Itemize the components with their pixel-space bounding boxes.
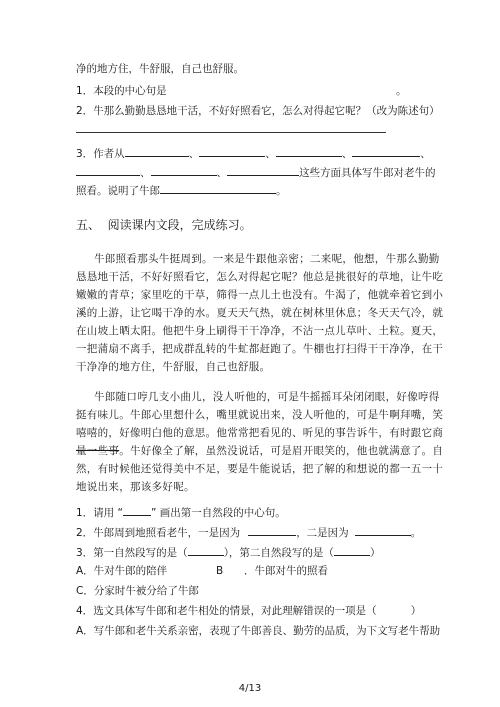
question-number: 1． — [76, 507, 94, 519]
question-text: 牛郎周到地照看老牛，一是因为 — [93, 527, 241, 539]
blank[interactable] — [352, 145, 420, 157]
separator: 、 — [341, 148, 353, 160]
blank[interactable] — [276, 145, 342, 157]
blank[interactable] — [227, 164, 299, 176]
passage-1-line: 牛郎照看那头牛挺周到。一来是牛跟他亲密；二来呢，他想，牛那么勤勤 — [94, 253, 440, 265]
separator: 、 — [188, 148, 200, 160]
option-b-letter[interactable]: B — [216, 565, 224, 577]
passage-2-line: 地说出来，那该多好呢。 — [76, 481, 195, 493]
question-1 — [76, 84, 167, 98]
blank[interactable] — [248, 524, 296, 536]
section-number: 五、 — [76, 218, 101, 232]
section-heading — [76, 218, 252, 232]
question-text: 选文具体写牛郎和老牛相处的情景，对此理解错误的一项是（ — [93, 605, 377, 617]
question-text: ），第二自然段写的是（ — [223, 547, 334, 559]
question-text: ） — [410, 605, 422, 617]
question-text: ” 画出第一自然段的中心句。 — [150, 507, 286, 519]
passage-2-line: 然，有时候他还觉得美中不足，要是牛能说话，把了解的和想说的都一五一十 — [76, 463, 444, 475]
question-2 — [76, 104, 440, 118]
period: 。 — [276, 185, 287, 197]
passage-2-line — [76, 444, 443, 458]
blank[interactable] — [160, 182, 276, 194]
question-tail: 这些方面具体写牛郎对老牛的 — [299, 167, 436, 179]
question-1-end: 。 — [396, 85, 407, 97]
question-text: 请用 “ — [93, 507, 123, 519]
question-3-line2 — [76, 182, 287, 198]
blank[interactable] — [151, 164, 217, 176]
exercise-4-option-a[interactable]: A．写牛郎和老牛关系亲密，表现了牛郎善良、勤劳的品质，为下文写老牛帮助 — [76, 625, 441, 637]
question-3 — [76, 145, 431, 161]
question-text: ，二是因为 — [296, 527, 349, 539]
passage-2-line: 牛郎随口哼几支小曲儿，没人听他的，可是牛摇摇耳朵闭闭眼，好像哼得 — [94, 391, 440, 403]
passage-1-line: 一把蒲扇不离手，把成群乱转的牛虻都赶跑了。牛棚也打扫得干干净净，在干 — [76, 343, 444, 355]
question-3-cont — [76, 164, 436, 180]
passage-1-line: 溪的上游，让它喝干净的水。夏天天气热，就在树林里休息；冬天天气冷，就 — [76, 307, 444, 319]
passage-2-line: 挺有味儿。牛郎心里想什么，嘴里就说出来，没人听他的，可是牛啊拜嘴，笑 — [76, 409, 444, 421]
exercise-3 — [76, 544, 380, 560]
blank[interactable] — [199, 145, 265, 157]
exercise-1 — [76, 504, 286, 520]
passage-1-line: 在山坡上晒太阳。他把牛身上刷得干干净净，不沾一点儿草叶、土粒。夏天， — [76, 325, 444, 337]
question-number: 2． — [76, 527, 94, 539]
separator: 、 — [140, 167, 151, 179]
separator: 、 — [216, 167, 227, 179]
blank[interactable] — [76, 164, 140, 176]
question-number: 3． — [76, 547, 94, 559]
option-b[interactable]: ．牛郎对牛的照看 — [244, 565, 328, 577]
blank[interactable] — [125, 145, 189, 157]
passage-text: 。牛好像全了解，虽然没说话，可是眉开眼笑的，他也就满意了。自 — [119, 445, 444, 457]
option-a[interactable]: A．牛对牛郎的陪伴 — [76, 565, 168, 577]
struck-text: 量一些事 — [76, 445, 120, 457]
question-text: 牛那么勤勤恳恳地干活，不好好照看它，怎么对得起它呢？（改为陈述句） — [93, 105, 440, 117]
separator: 、 — [265, 148, 276, 160]
passage-1-line: 干净净的地方住，牛舒服，自己也舒服。 — [76, 361, 271, 373]
section-title: 阅读课内文段，完成练习。 — [107, 218, 252, 232]
question-text: 本段的中心句是 — [93, 85, 167, 97]
question-text: ） — [369, 547, 381, 559]
blank[interactable] — [123, 504, 151, 516]
period: 。 — [410, 527, 422, 539]
blank[interactable] — [334, 544, 370, 556]
option-c[interactable]: C．分家时牛被分给了牛郎 — [76, 585, 199, 597]
blank[interactable] — [355, 524, 411, 536]
passage-1-line: 恳恳地干活，不好好照看它，怎么对得起它呢？他总是挑很好的草地，让牛吃 — [76, 271, 444, 283]
passage-2-line: 嘻嘻的，好像明白他的意思。他常常把看见的、听见的事告诉牛，有时跟它商 — [76, 427, 444, 439]
separator: 、 — [420, 148, 431, 160]
question-number: 1． — [76, 85, 94, 97]
continued-paragraph-line: 净的地方住，牛舒服，自己也舒服。 — [76, 63, 244, 75]
question-number: 4． — [76, 605, 94, 617]
question-text: 照看。说明了牛郎 — [76, 185, 160, 197]
passage-1-line: 嫩嫩的青草；家里吃的干草，筛得一点儿土也没有。牛渴了，他就牵着它到小 — [76, 289, 444, 301]
question-lead: 作者从 — [93, 148, 125, 160]
answer-line[interactable] — [76, 132, 386, 133]
question-number: 3． — [76, 148, 94, 160]
question-text: 第一自然段写的是（ — [93, 547, 188, 559]
exercise-2 — [76, 524, 421, 540]
page-number: 4/13 — [238, 683, 262, 694]
blank[interactable] — [188, 544, 224, 556]
question-number: 2． — [76, 105, 94, 117]
exercise-4 — [76, 604, 421, 618]
